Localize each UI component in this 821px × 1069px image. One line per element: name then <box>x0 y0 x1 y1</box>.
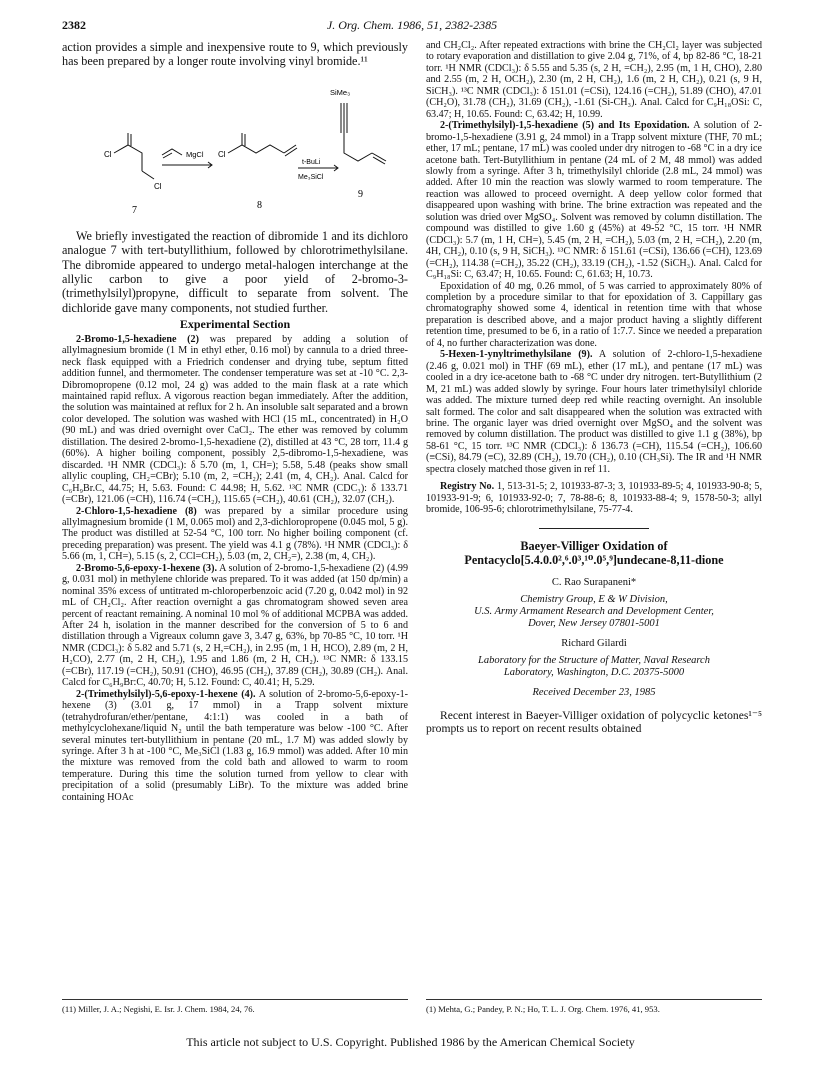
discussion-block <box>62 229 408 315</box>
compound-4-text: A solution of 2-bromo-5,6-epoxy-1-hexene (3) (3.01 g, 17 mmol) in a Trapp solvent mixture (tetrahydrofuran/ether/pentane, 4:1:1) was cooled in a bath of methylcyclohexane/liquid N₂ until the bath temperature was below -100 °C. After several minutes tert-butyllithium in pentane (20 mL, 1.7 M) was added slowly by syringe. After 3 h at -100 °C, Me₃SiCl (1.83 g, 16.9 mmol) was added. After 10 min the mixture was removed from the cold bath and allowed to warm to room temperature. During this time the solution turned from yellow to clear with precipitation of a solid (presumably LiBr). To the mixture was added brine containing HOAc <box>62 688 408 803</box>
article-intro-text: Recent interest in Baeyer-Villiger oxidation of polycyclic ketones¹⁻⁵ prompts us to report on recent results obtained <box>426 708 762 735</box>
compound-8-label: 8 <box>257 199 262 211</box>
received-date: Received December 23, 1985 <box>532 687 656 699</box>
procedure-2-chloro-hexadiene <box>62 506 408 563</box>
mgcl-label: MgCl <box>186 149 204 159</box>
me3sicl-label: Me₃SiCl <box>298 173 324 181</box>
compound-9-heading: 5-Hexen-1-ynyltrimethylsilane (9). <box>440 349 593 361</box>
affiliation-2-line-2: Laboratory, Washington, D.C. 20375-5000 <box>503 667 685 679</box>
discussion-paragraph: We briefly investigated the reaction of dibromide 1 and its dichloro analogue 7 with tert-butyllithium, followed by chlorotrimethylsilane. The dibromide appeared to undergo metal-halogen interchange at the allylic carbon to give a poor yield of 2-bromo-3-(trimethylsilyl)propyne, difficult to separate from solvent. The dichloride gave many components, not studied further. <box>62 228 408 315</box>
affiliation-1 <box>426 594 762 630</box>
article-title: Baeyer-Villiger Oxidation of Pentacyclo[5.4.0.0²,⁶.0³,¹⁰.0⁵,⁹]undecane-8,11-dione <box>464 538 724 567</box>
copyright-notice: This article not subject to U.S. Copyright. Published 1986 by the American Chemical Society <box>186 1035 635 1049</box>
compound-7-structure <box>114 133 154 179</box>
procedure-2-bromo-hexadiene <box>62 334 408 506</box>
epoxidation-paragraph: Epoxidation of 40 mg, 0.26 mmol, of 5 was carried to approximately 80% of completion by a procedure similar to that for epoxidation of 3. Cappillary gas chromatography showed some 4, identical in retention time with that whose preparation is described above, and a major product having a slightly different retention time, presumed to be 6, in a ratio of 1:7.7. Since we needed a preparation of 4, no further characterization was done. <box>426 280 762 349</box>
page-number: 2382 <box>62 18 86 32</box>
registry-heading: Registry No. <box>440 481 495 493</box>
affiliation-2 <box>426 655 762 679</box>
compound-3-heading: 2-Bromo-5,6-epoxy-1-hexene (3). <box>76 562 217 574</box>
compound-5-heading: 2-(Trimethylsilyl)-1,5-hexadiene (5) and Its Epoxidation. <box>440 120 690 132</box>
procedure-bromo-epoxy-hexene <box>62 563 408 689</box>
t-buli-label: t-BuLi <box>302 158 321 166</box>
author-gilardi: Richard Gilardi <box>561 638 627 650</box>
compound-8-structure <box>228 133 297 156</box>
footnote-rule-left <box>62 999 408 1000</box>
compound-5-text: A solution of 2-bromo-1,5-hexadiene (3.91 g, 24 mmol) in a Trapp solvent mixture (THF, 70 mL; ether, 17 mL; pentane, 17 mL) was cooled under dry nitrogen to -68 °C in a dry ice acetone bath. Tert-Butyllithium in pentane (24 mL of 2 M, 48 mmol) was added slowly from a syringe. After 3 h, trimethylsilyl chloride (2.8 mL, 24 mmol) was added. After 10 min the reaction was slowly warmed to room temperature. The reaction was allowed to proceed overnight. A deep yellow color formed that disappeared upon washing with brine. The brine extraction was repeated and the solution was dried over MgSO₄. Solvent was removed by column distillation. The compound was distilled to give 1.60 g (45%) at 49-52 °C, 15 torr. ¹H NMR (CDCl₃): 5.7 (m, 1 H, CH=), 5.45 (m, 2 H, =CH₂), 5.03 (m, 2 H, =CH₂), 2.20 (m, 4H, CH₂), 0.10 (s, 9 H, SiCH₃). ¹³C NMR: δ 151.61 (=CSi), 136.66 (=CH), 123.69 (=CH₂), 114.38 (=CH₂), 35.22 (CH₂), 33.19 (CH₂), -1.52 (SiCH₃). Anal. Calcd for C₉H₁₈Si: C, 63.47; H, 10.65. Found: C, 61.63; H, 10.73. <box>426 120 762 281</box>
compound-9-label: 9 <box>358 188 363 200</box>
compound-2-text: was prepared by adding a solution of allylmagnesium bromide (1 M in ethyl ether, 0.16 mol) by cannula to a dried three-neck flask equipped with a Friedrich condenser and drying tube, septum fitted addition funnel, and thermometer. The condenser temperature was set at -10 °C. 2,3-Dibromopropene (0.12 mol, 24 g) was added to the main flask at a rate which maintained rapid reflux. A vigorous reaction began immediately. After the addition, the solution was maintained at reflux for 2 h. An insoluble salt separated and a brown color developed. The solution was washed with HCl (15 mL, concentrated) in H₂O (90 mL) and was dried overnight over CaCl₂. The ether was removed by columm distillation. The desired 2-bromo-1,5-hexadiene (2), distilled at 43 °C, 28 torr, 11.4 g (60%). A higher boiling component, possibly 2,5-dibromo-1,5-hexadiene, was discarded. ¹H NMR (CDCl₃): δ 5.70 (m, 1, CH=); 5.58, 5.48 (peaks show small allylic coupling, CH₂=CBr); 5.10 (m, 2, =CH₂); 2.41 (m, 4, CH₂). Anal. Calcd for C₆H₉Br.C, 44.75; H, 5.63. Found: C 44.98; H, 5.62. ¹³C NMR (CDC₃): δ 133.71 (=CBr), 121.06 (=CH), 116.74 (=CH₂), 115.65 (=CH₂), 40.61 (CH₂), 32.07 (CH₂). <box>62 333 408 506</box>
affiliation-2-line-1: Laboratory for the Structure of Matter, Naval Research <box>478 655 710 667</box>
affiliation-1-line-1: Chemistry Group, E & W Division, <box>520 594 668 606</box>
footnote-right: (1) Mehta, G.; Pandey, P. N.; Ho, T. L. J. Org. Chem. 1976, 41, 953. <box>426 1004 660 1014</box>
compound-7-cl-bottom: Cl <box>154 181 162 191</box>
compound-9-text: A solution of 2-chloro-1,5-hexadiene (2.46 g, 0.021 mol) in THF (69 mL), ether (17 mL), and pentane (17 mL) was cooled in a dry ice-acetone bath to -68 °C under dry nitrogen. tert-Butyllithium (2 M, 21 mL) was added slowly by syringe. Four hours later trimethylsilyl chloride was added. The mixture turned deep red while reacting overnight. An insoluble salt formed. The color and salt disappeared when the solution was extracted with brine. The organic layer was dried overnight over MgSO₄ and the solvent was removed by column distillation. The product was distilled to give 1.1 g (38%), bp 58-61 °C, 15 torr. ¹³C NMR (CDCl₃): δ 136.73 (=CH), 115.54 (=CH₂), 106.60 (≡CSi), 84.79 (≡C), 32.89 (CH₂), 19.70 (CH₂), 0.10 (CH₃Si). The IR and ¹H NMR spectra closely matched those given in ref 11. <box>426 349 763 475</box>
running-header <box>62 18 762 38</box>
experimental-section-title: Experimental Section <box>179 317 291 332</box>
compound-7-cl-top: Cl <box>104 149 112 159</box>
intro-paragraph-block <box>62 40 408 69</box>
procedure-tms-hexadiene <box>426 120 762 280</box>
compound-7-label: 7 <box>132 204 137 216</box>
intro-paragraph: action provides a simple and inexpensive route to 9, which previously has been prepared by a longer route involving vinyl bromide.¹¹ <box>62 40 408 69</box>
compound-8-text: was prepared by a similar procedure using allylmagnesium bromide (1 M, 0.065 mol) and 2,3-dichloropropene (0.045 mol, 5 g). The product was distilled at 52-54 °C, 100 torr. No higher boiling component (cf. preceding preparation) was present. The yield was 4.1 g (78%). ¹H NMR (CDCl₃): δ 5.66 (m, 1, CH=), 5.15 (s, 2, CCl=CH₂), 5.03 (m, 2, CH₂=), 2.38 (m, 4, CH₂). <box>62 505 408 563</box>
compound-4-heading: 2-(Trimethylsilyl)-5,6-epoxy-1-hexene (4). <box>76 688 256 700</box>
continued-paragraph: and CH₂Cl₂. After repeated extractions with brine the CH₂Cl₂ layer was subjected to rotary evaporation and distillation to give 2.04 g, 71%, of 4, bp 82-86 °C, 18-21 torr. ¹H NMR (CDCl₃): δ 5.55 and 5.35 (s, 2 H, =CH₂), 2.95 (m, 1 H, CHO), 2.80 and 2.55 (m, 2 H, OCH₂), 2.30 (m, 2 H, CH₂), 1.6 (m, 2 H, CH₂), 0.21 (s, 9 H, SiCH₃). ¹³C NMR (CDCl₃): δ 151.01 (=CSi), 124.16 (=CH₂), 51.89 (CHO), 47.01 (CH₂O), 31.78 (CH₂), 31.69 (CH₂), -1.61 (Si-CH₃). Anal. Calcd for C₉H₁₈OSi: C, 63.47; H, 10.65. Found: C, 63.42; H, 10.99. <box>426 40 762 120</box>
procedure-tms-epoxy-hexene <box>62 689 408 804</box>
article-intro <box>426 709 762 735</box>
affiliation-1-line-2: U.S. Army Armament Research and Development Center, <box>474 606 714 618</box>
compound-9-structure <box>341 103 386 164</box>
journal-citation: J. Org. Chem. 1986, 51, 2382-2385 <box>326 18 498 32</box>
sime3-label: SiMe₃ <box>330 87 351 97</box>
right-column <box>426 40 762 735</box>
affiliation-1-line-3: Dover, New Jersey 07801-5001 <box>528 618 660 630</box>
reaction-scheme-drawing <box>62 73 408 221</box>
procedure-hexenynyl-tms <box>426 349 762 475</box>
left-column <box>62 40 408 803</box>
footnote-rule-right <box>426 999 762 1000</box>
compound-8-cl: Cl <box>218 149 226 159</box>
registry-numbers <box>426 481 762 515</box>
compound-3-text: A solution of 2-bromo-1,5-hexadiene (2) (4.99 g, 0.031 mol) in methylene chloride was prepared. To it was added (at 150 dp/min) a nominal 35% excess of untitrated m-chloroperbenzoic acid (7.20 g, 0.042 mol) in 92 mL of CH₂Cl₂. After reaction overnight a gas chromatogram showed seven area percent of reactant remaining. A nominal 10 mol % of additional MCPBA was added. After 24 h, isolation in the manner described for the conversion of 5 to 6 and distillation through a Vigreaux column gave 3, 3.47 g, 63%, bp 70-85 °C, 10 torr. ¹H NMR (CDCl₃): δ 5.82 and 5.71 (s, 2 H,=CH₂), in 2.95 (m, 1 H, HCO), 2.89 (m, 2 H, H₂CO), 2.77 (m, 2 H, CH₂), 1.95 and 1.86 (m, 2 H, CH₂). ¹³C NMR: δ 133.15 (=CBr), 117.19 (=CH₂), 50.91 (CHO), 46.95 (CH₂), 37.89 (CH₂), 30.89 (CH₂). Anal. Calcd for C₆H₉Br:C, 40.70; H, 5.12. Found: C, 40.41; H, 5.29. <box>62 562 408 689</box>
article-divider <box>539 528 649 529</box>
reaction-scheme <box>62 73 408 221</box>
compound-8-heading: 2-Chloro-1,5-hexadiene (8) <box>76 505 197 517</box>
compound-2-heading: 2-Bromo-1,5-hexadiene (2) <box>76 333 199 345</box>
author-surapaneni: C. Rao Surapaneni* <box>551 576 637 588</box>
registry-text: 1, 513-31-5; 2, 101933-87-3; 3, 101933-89-5; 4, 101933-90-8; 5, 101933-91-9; 6, 101933-92-0; 7, 78-88-6; 8, 101933-88-4; 9, 1578-50-3; allyl bromide, 106-95-6; chlorotrimethylsilane, 75-77-4. <box>426 481 762 516</box>
footnote-left: (11) Miller, J. A.; Negishi, E. Isr. J. Chem. 1984, 24, 76. <box>62 1004 255 1014</box>
